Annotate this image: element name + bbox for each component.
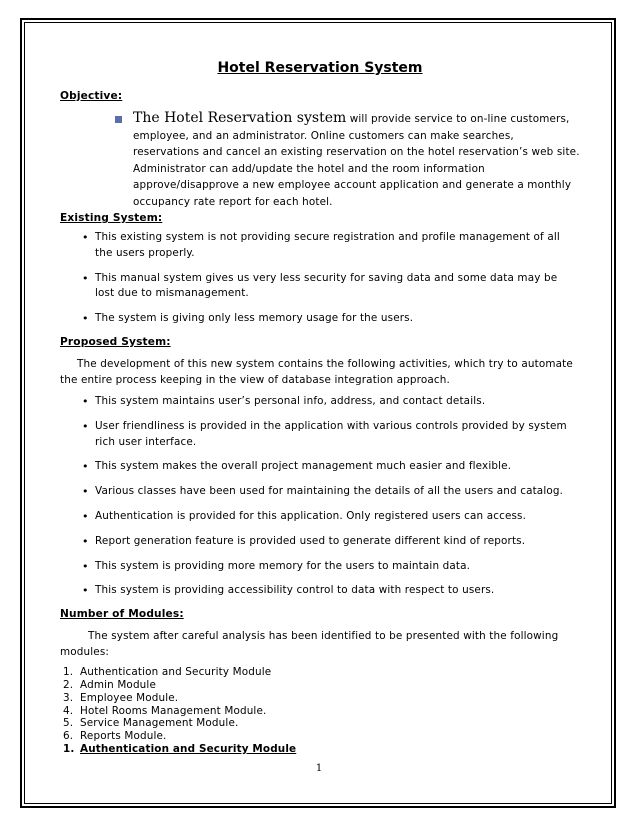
list-item-text: This system is providing accessibility control to data with respect to users.: [95, 584, 495, 597]
bullet-icon: •: [82, 394, 89, 408]
bullet-icon: •: [82, 509, 89, 523]
square-bullet-icon: [115, 116, 122, 123]
page-number: 1: [315, 763, 323, 774]
bullet-icon: •: [82, 534, 89, 548]
existing-system-list: [60, 230, 580, 327]
modules-list: [60, 666, 580, 756]
existing-system-heading: Existing System:: [60, 212, 163, 224]
list-item-text: The system is giving only less memory usage for the users.: [95, 312, 414, 325]
bullet-icon: •: [82, 271, 89, 285]
list-item: 5. Service Management Module.: [63, 717, 239, 730]
list-item-text: Authentication is provided for this application. Only registered users can access.: [95, 509, 527, 522]
list-item-text: Various classes have been used for maintaining the details of all the users and catalog.: [95, 485, 564, 498]
list-item: [60, 311, 580, 327]
proposed-system-heading: Proposed System:: [60, 335, 171, 348]
list-item-text: This system is providing more memory for the users to maintain data.: [95, 559, 471, 572]
list-item: 4. Hotel Rooms Management Module.: [63, 704, 267, 717]
list-item: 6. Reports Module.: [63, 730, 167, 743]
bullet-icon: •: [82, 584, 89, 598]
bullet-icon: •: [82, 312, 89, 326]
list-item: [60, 484, 580, 500]
list-item-text: This system makes the overall project management much easier and flexible.: [95, 460, 512, 473]
objective-lead: The Hotel Reservation system: [133, 110, 347, 126]
bullet-icon: •: [82, 231, 89, 244]
document-title: Hotel Reservation System: [217, 60, 423, 76]
list-item-text: This existing system is not providing secure registration and profile management of all the users properly.: [95, 231, 560, 259]
list-item-text: Report generation feature is provided used to generate different kind of reports.: [95, 534, 526, 547]
list-item: 2. Admin Module: [63, 678, 157, 691]
list-item-text: User friendliness is provided in the application with various controls provided by system rich user interface.: [95, 419, 567, 448]
bullet-icon: •: [82, 460, 89, 474]
list-item-text: This system maintains user’s personal info, address, and contact details.: [95, 394, 486, 407]
proposed-system-intro: The development of this new system contains the following activities, which try to automate the entire process keeping in the view of database integration approach.: [60, 357, 573, 386]
list-item: [60, 230, 580, 262]
modules-heading: Number of Modules:: [60, 608, 184, 621]
document-page: [60, 56, 580, 756]
list-item: [60, 509, 580, 525]
list-item-text: This manual system gives us very less security for saving data and some data may be lost due to mismanagement.: [95, 271, 558, 300]
list-item: [60, 559, 580, 575]
bullet-icon: •: [82, 485, 89, 499]
list-item: [60, 394, 580, 410]
list-item: [60, 534, 580, 550]
bullet-icon: •: [82, 559, 89, 573]
list-item: 3. Employee Module.: [63, 691, 179, 704]
objective-heading: Objective:: [60, 90, 123, 102]
list-item: [60, 419, 580, 451]
list-item: [60, 583, 580, 599]
bullet-icon: •: [82, 419, 89, 433]
list-item: [60, 459, 580, 475]
module-detail-heading: 1. Authentication and Security Module: [63, 742, 297, 755]
proposed-system-list: [60, 394, 580, 599]
objective-paragraph: [60, 110, 580, 210]
objective-text: will provide service to on-line customers, employee, and an administrator. Online customers can make searches, reservations and cancel an existing reservation on the hotel reservation’s web site. Administrator can add/update the hotel and the room information approve/disapprove a new employee account application and generate a monthly occupancy rate report for each hotel.: [133, 113, 580, 208]
list-item: [60, 271, 580, 303]
list-item: 1. Authentication and Security Module: [63, 666, 272, 679]
modules-intro: The system after careful analysis has been identified to be presented with the following modules:: [60, 630, 559, 659]
